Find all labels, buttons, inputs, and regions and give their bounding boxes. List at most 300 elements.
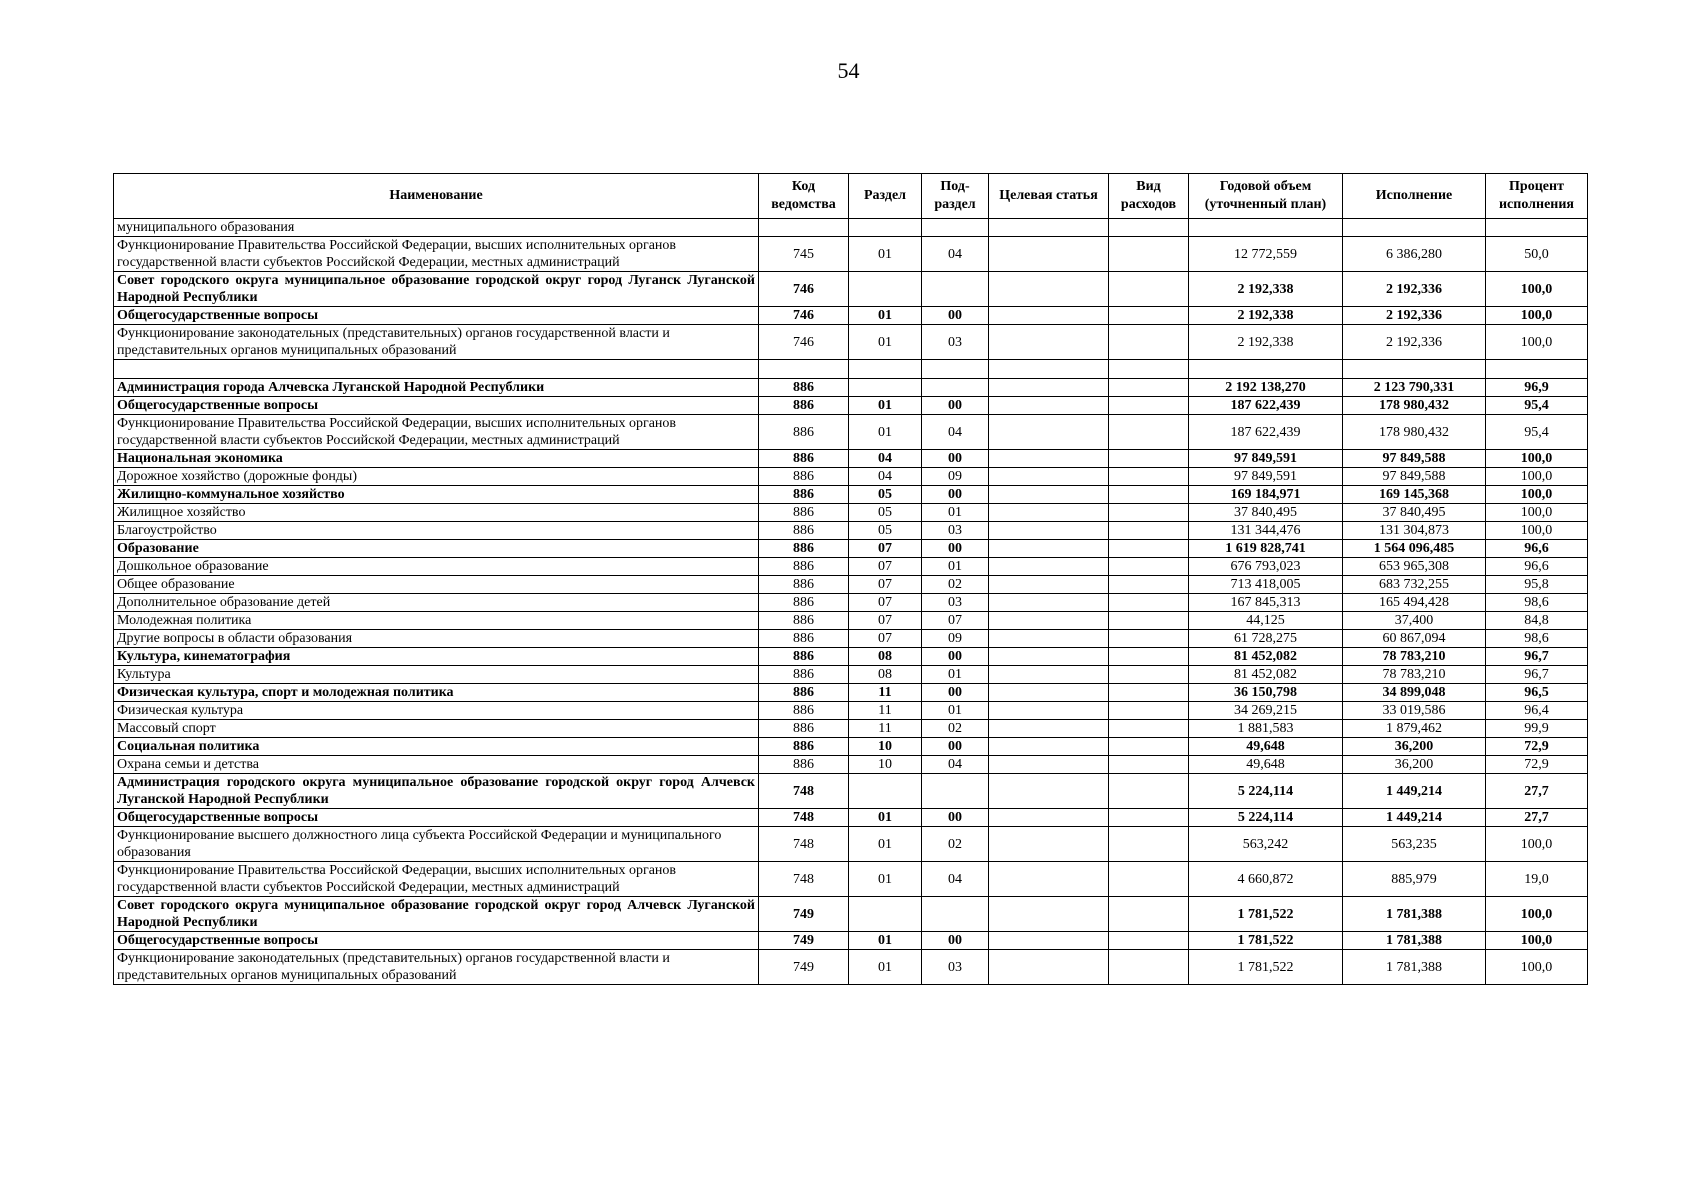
cell-ispolnenie: 78 783,210 <box>1343 648 1486 666</box>
table-row <box>114 237 1588 272</box>
cell-percent: 19,0 <box>1486 862 1588 897</box>
table-body <box>114 219 1588 985</box>
cell-statya <box>989 237 1109 272</box>
cell-name: Функционирование законодательных (представительных) органов государственной власти и представительных органов муниципальных образований <box>114 950 759 985</box>
table-row <box>114 756 1588 774</box>
cell-statya <box>989 360 1109 379</box>
table-row <box>114 272 1588 307</box>
cell-statya <box>989 468 1109 486</box>
cell-razdel: 01 <box>849 397 922 415</box>
table-row <box>114 219 1588 237</box>
cell-statya <box>989 648 1109 666</box>
cell-percent: 98,6 <box>1486 594 1588 612</box>
cell-razdel: 04 <box>849 468 922 486</box>
cell-podrazdel <box>922 379 989 397</box>
cell-plan: 5 224,114 <box>1189 809 1343 827</box>
cell-podrazdel: 01 <box>922 702 989 720</box>
cell-name: Общегосударственные вопросы <box>114 397 759 415</box>
cell-razdel <box>849 774 922 809</box>
cell-razdel: 05 <box>849 486 922 504</box>
cell-code: 748 <box>759 809 849 827</box>
cell-code: 886 <box>759 576 849 594</box>
cell-vid <box>1109 540 1189 558</box>
cell-plan: 5 224,114 <box>1189 774 1343 809</box>
table-row <box>114 897 1588 932</box>
cell-plan: 97 849,591 <box>1189 450 1343 468</box>
cell-vid <box>1109 720 1189 738</box>
cell-percent: 95,8 <box>1486 576 1588 594</box>
cell-plan: 49,648 <box>1189 738 1343 756</box>
table-row <box>114 504 1588 522</box>
cell-razdel: 11 <box>849 720 922 738</box>
cell-ispolnenie: 178 980,432 <box>1343 397 1486 415</box>
cell-razdel: 07 <box>849 576 922 594</box>
cell-plan: 1 781,522 <box>1189 932 1343 950</box>
cell-ispolnenie: 60 867,094 <box>1343 630 1486 648</box>
cell-code: 886 <box>759 738 849 756</box>
cell-plan: 187 622,439 <box>1189 415 1343 450</box>
cell-ispolnenie: 1 879,462 <box>1343 720 1486 738</box>
cell-plan: 1 781,522 <box>1189 950 1343 985</box>
cell-name: Национальная экономика <box>114 450 759 468</box>
cell-statya <box>989 450 1109 468</box>
cell-ispolnenie: 1 449,214 <box>1343 809 1486 827</box>
cell-vid <box>1109 827 1189 862</box>
cell-ispolnenie: 563,235 <box>1343 827 1486 862</box>
cell-name: Социальная политика <box>114 738 759 756</box>
cell-podrazdel: 00 <box>922 809 989 827</box>
cell-podrazdel: 02 <box>922 576 989 594</box>
cell-podrazdel: 00 <box>922 684 989 702</box>
cell-podrazdel: 03 <box>922 594 989 612</box>
cell-name <box>114 360 759 379</box>
cell-plan <box>1189 360 1343 379</box>
cell-podrazdel: 09 <box>922 468 989 486</box>
cell-plan: 2 192,338 <box>1189 325 1343 360</box>
cell-code <box>759 219 849 237</box>
cell-statya <box>989 932 1109 950</box>
cell-percent: 100,0 <box>1486 307 1588 325</box>
cell-vid <box>1109 219 1189 237</box>
table-row <box>114 738 1588 756</box>
cell-code <box>759 360 849 379</box>
cell-razdel: 01 <box>849 307 922 325</box>
cell-vid <box>1109 468 1189 486</box>
cell-vid <box>1109 594 1189 612</box>
cell-podrazdel: 00 <box>922 738 989 756</box>
cell-ispolnenie: 34 899,048 <box>1343 684 1486 702</box>
cell-razdel: 01 <box>849 932 922 950</box>
cell-code: 886 <box>759 594 849 612</box>
table-header-row <box>114 174 1588 219</box>
cell-podrazdel: 00 <box>922 540 989 558</box>
cell-plan: 563,242 <box>1189 827 1343 862</box>
cell-vid <box>1109 809 1189 827</box>
header-code: Код ведомства <box>759 174 849 219</box>
cell-percent: 100,0 <box>1486 827 1588 862</box>
cell-percent: 96,4 <box>1486 702 1588 720</box>
cell-statya <box>989 558 1109 576</box>
cell-razdel: 07 <box>849 540 922 558</box>
cell-statya <box>989 379 1109 397</box>
cell-ispolnenie: 165 494,428 <box>1343 594 1486 612</box>
cell-vid <box>1109 415 1189 450</box>
cell-podrazdel: 02 <box>922 720 989 738</box>
table-row <box>114 397 1588 415</box>
cell-razdel: 01 <box>849 237 922 272</box>
cell-podrazdel: 03 <box>922 325 989 360</box>
cell-ispolnenie <box>1343 219 1486 237</box>
table-row <box>114 360 1588 379</box>
cell-plan: 81 452,082 <box>1189 666 1343 684</box>
cell-plan: 169 184,971 <box>1189 486 1343 504</box>
table-row <box>114 307 1588 325</box>
cell-razdel <box>849 219 922 237</box>
cell-vid <box>1109 630 1189 648</box>
cell-razdel: 01 <box>849 827 922 862</box>
cell-razdel: 07 <box>849 612 922 630</box>
cell-plan: 12 772,559 <box>1189 237 1343 272</box>
cell-statya <box>989 504 1109 522</box>
cell-statya <box>989 486 1109 504</box>
cell-vid <box>1109 450 1189 468</box>
cell-podrazdel: 02 <box>922 827 989 862</box>
cell-statya <box>989 809 1109 827</box>
cell-vid <box>1109 756 1189 774</box>
table-row <box>114 379 1588 397</box>
cell-plan: 4 660,872 <box>1189 862 1343 897</box>
cell-percent: 100,0 <box>1486 522 1588 540</box>
cell-vid <box>1109 379 1189 397</box>
cell-vid <box>1109 702 1189 720</box>
cell-razdel: 04 <box>849 450 922 468</box>
cell-code: 745 <box>759 237 849 272</box>
cell-name: Жилищное хозяйство <box>114 504 759 522</box>
cell-code: 886 <box>759 702 849 720</box>
cell-percent: 96,6 <box>1486 540 1588 558</box>
cell-podrazdel <box>922 774 989 809</box>
cell-percent <box>1486 219 1588 237</box>
table-row <box>114 450 1588 468</box>
header-name: Наименование <box>114 174 759 219</box>
cell-ispolnenie: 78 783,210 <box>1343 666 1486 684</box>
cell-code: 886 <box>759 540 849 558</box>
header-vid: Вид расходов <box>1109 174 1189 219</box>
cell-ispolnenie: 683 732,255 <box>1343 576 1486 594</box>
cell-ispolnenie: 653 965,308 <box>1343 558 1486 576</box>
cell-ispolnenie: 1 781,388 <box>1343 897 1486 932</box>
cell-podrazdel <box>922 360 989 379</box>
cell-razdel: 07 <box>849 558 922 576</box>
cell-name: Функционирование Правительства Российской Федерации, высших исполнительных органов государственной власти субъектов Российской Федерации, местных администраций <box>114 237 759 272</box>
cell-ispolnenie: 2 192,336 <box>1343 272 1486 307</box>
cell-ispolnenie: 169 145,368 <box>1343 486 1486 504</box>
cell-ispolnenie: 131 304,873 <box>1343 522 1486 540</box>
cell-statya <box>989 540 1109 558</box>
cell-code: 746 <box>759 272 849 307</box>
cell-razdel: 11 <box>849 684 922 702</box>
cell-razdel: 10 <box>849 738 922 756</box>
cell-vid <box>1109 237 1189 272</box>
cell-name: Администрация городского округа муниципальное образование городской округ город Алчевск Луганской Народной Республики <box>114 774 759 809</box>
cell-name: Функционирование высшего должностного лица субъекта Российской Федерации и муниципального образования <box>114 827 759 862</box>
cell-ispolnenie <box>1343 360 1486 379</box>
cell-statya <box>989 774 1109 809</box>
table-row <box>114 932 1588 950</box>
cell-percent: 84,8 <box>1486 612 1588 630</box>
cell-vid <box>1109 360 1189 379</box>
cell-podrazdel: 04 <box>922 237 989 272</box>
cell-code: 746 <box>759 307 849 325</box>
cell-vid <box>1109 504 1189 522</box>
cell-ispolnenie: 885,979 <box>1343 862 1486 897</box>
cell-percent: 100,0 <box>1486 325 1588 360</box>
cell-percent <box>1486 360 1588 379</box>
cell-percent: 27,7 <box>1486 774 1588 809</box>
table-row <box>114 540 1588 558</box>
table-row <box>114 809 1588 827</box>
cell-code: 886 <box>759 522 849 540</box>
cell-statya <box>989 950 1109 985</box>
cell-code: 886 <box>759 486 849 504</box>
cell-razdel: 10 <box>849 756 922 774</box>
cell-name: Дошкольное образование <box>114 558 759 576</box>
cell-name: Общее образование <box>114 576 759 594</box>
cell-podrazdel: 09 <box>922 630 989 648</box>
cell-name: муниципального образования <box>114 219 759 237</box>
cell-statya <box>989 576 1109 594</box>
cell-percent: 96,9 <box>1486 379 1588 397</box>
cell-ispolnenie: 97 849,588 <box>1343 468 1486 486</box>
cell-statya <box>989 827 1109 862</box>
cell-vid <box>1109 397 1189 415</box>
table-row <box>114 666 1588 684</box>
cell-code: 886 <box>759 468 849 486</box>
cell-statya <box>989 415 1109 450</box>
cell-name: Общегосударственные вопросы <box>114 307 759 325</box>
cell-podrazdel: 07 <box>922 612 989 630</box>
cell-ispolnenie: 37,400 <box>1343 612 1486 630</box>
cell-plan: 61 728,275 <box>1189 630 1343 648</box>
table-row <box>114 468 1588 486</box>
cell-name: Функционирование Правительства Российской Федерации, высших исполнительных органов государственной власти субъектов Российской Федерации, местных администраций <box>114 862 759 897</box>
cell-statya <box>989 219 1109 237</box>
header-podrazdel: Под-раздел <box>922 174 989 219</box>
cell-plan: 187 622,439 <box>1189 397 1343 415</box>
cell-ispolnenie: 2 192,336 <box>1343 325 1486 360</box>
cell-name: Образование <box>114 540 759 558</box>
cell-razdel: 01 <box>849 325 922 360</box>
cell-podrazdel: 03 <box>922 950 989 985</box>
cell-vid <box>1109 558 1189 576</box>
cell-podrazdel: 00 <box>922 397 989 415</box>
cell-statya <box>989 862 1109 897</box>
page-number: 54 <box>837 58 860 83</box>
cell-percent: 100,0 <box>1486 504 1588 522</box>
cell-vid <box>1109 897 1189 932</box>
cell-razdel: 08 <box>849 666 922 684</box>
cell-podrazdel: 04 <box>922 415 989 450</box>
cell-code: 748 <box>759 827 849 862</box>
cell-ispolnenie: 36,200 <box>1343 738 1486 756</box>
cell-statya <box>989 756 1109 774</box>
cell-code: 886 <box>759 379 849 397</box>
cell-statya <box>989 272 1109 307</box>
cell-ispolnenie: 1 781,388 <box>1343 932 1486 950</box>
cell-podrazdel: 00 <box>922 648 989 666</box>
cell-name: Физическая культура <box>114 702 759 720</box>
cell-statya <box>989 897 1109 932</box>
cell-podrazdel <box>922 897 989 932</box>
cell-percent: 100,0 <box>1486 486 1588 504</box>
cell-vid <box>1109 486 1189 504</box>
cell-podrazdel: 03 <box>922 522 989 540</box>
cell-vid <box>1109 666 1189 684</box>
cell-razdel: 07 <box>849 630 922 648</box>
cell-statya <box>989 397 1109 415</box>
cell-ispolnenie: 2 192,336 <box>1343 307 1486 325</box>
cell-percent: 98,6 <box>1486 630 1588 648</box>
cell-name: Жилищно-коммунальное хозяйство <box>114 486 759 504</box>
cell-podrazdel: 01 <box>922 558 989 576</box>
cell-plan: 36 150,798 <box>1189 684 1343 702</box>
cell-ispolnenie: 36,200 <box>1343 756 1486 774</box>
table-row <box>114 486 1588 504</box>
cell-razdel <box>849 272 922 307</box>
cell-name: Охрана семьи и детства <box>114 756 759 774</box>
cell-statya <box>989 522 1109 540</box>
cell-statya <box>989 594 1109 612</box>
cell-name: Функционирование законодательных (представительных) органов государственной власти и представительных органов муниципальных образований <box>114 325 759 360</box>
cell-name: Общегосударственные вопросы <box>114 932 759 950</box>
cell-statya <box>989 307 1109 325</box>
cell-razdel <box>849 360 922 379</box>
cell-statya <box>989 684 1109 702</box>
cell-name: Благоустройство <box>114 522 759 540</box>
cell-percent: 100,0 <box>1486 468 1588 486</box>
header-ispolnenie: Исполнение <box>1343 174 1486 219</box>
header-percent: Процент исполнения <box>1486 174 1588 219</box>
cell-vid <box>1109 325 1189 360</box>
cell-plan: 97 849,591 <box>1189 468 1343 486</box>
cell-name: Дорожное хозяйство (дорожные фонды) <box>114 468 759 486</box>
cell-plan <box>1189 219 1343 237</box>
cell-plan: 1 881,583 <box>1189 720 1343 738</box>
cell-code: 886 <box>759 504 849 522</box>
cell-plan: 37 840,495 <box>1189 504 1343 522</box>
cell-razdel <box>849 379 922 397</box>
cell-plan: 44,125 <box>1189 612 1343 630</box>
cell-name: Общегосударственные вопросы <box>114 809 759 827</box>
table-row <box>114 522 1588 540</box>
cell-razdel: 07 <box>849 594 922 612</box>
cell-name: Массовый спорт <box>114 720 759 738</box>
cell-vid <box>1109 576 1189 594</box>
cell-name: Совет городского округа муниципальное образование городской округ город Алчевск Луганской Народной Республики <box>114 897 759 932</box>
cell-percent: 100,0 <box>1486 932 1588 950</box>
cell-ispolnenie: 37 840,495 <box>1343 504 1486 522</box>
table-row <box>114 576 1588 594</box>
cell-name: Другие вопросы в области образования <box>114 630 759 648</box>
cell-code: 886 <box>759 612 849 630</box>
cell-statya <box>989 666 1109 684</box>
cell-plan: 131 344,476 <box>1189 522 1343 540</box>
cell-podrazdel: 00 <box>922 486 989 504</box>
cell-percent: 50,0 <box>1486 237 1588 272</box>
cell-code: 886 <box>759 684 849 702</box>
cell-podrazdel: 04 <box>922 862 989 897</box>
cell-ispolnenie: 1 781,388 <box>1343 950 1486 985</box>
cell-razdel: 11 <box>849 702 922 720</box>
table-row <box>114 684 1588 702</box>
cell-percent: 99,9 <box>1486 720 1588 738</box>
cell-plan: 167 845,313 <box>1189 594 1343 612</box>
cell-podrazdel: 01 <box>922 666 989 684</box>
cell-razdel: 01 <box>849 950 922 985</box>
cell-code: 886 <box>759 450 849 468</box>
cell-code: 749 <box>759 932 849 950</box>
cell-percent: 96,7 <box>1486 648 1588 666</box>
cell-ispolnenie: 33 019,586 <box>1343 702 1486 720</box>
cell-plan: 49,648 <box>1189 756 1343 774</box>
cell-name: Физическая культура, спорт и молодежная политика <box>114 684 759 702</box>
cell-percent: 27,7 <box>1486 809 1588 827</box>
cell-code: 886 <box>759 558 849 576</box>
table-row <box>114 862 1588 897</box>
budget-table <box>113 173 1588 985</box>
cell-percent: 96,6 <box>1486 558 1588 576</box>
cell-statya <box>989 630 1109 648</box>
cell-plan: 676 793,023 <box>1189 558 1343 576</box>
cell-ispolnenie: 97 849,588 <box>1343 450 1486 468</box>
cell-podrazdel: 01 <box>922 504 989 522</box>
cell-plan: 2 192,338 <box>1189 307 1343 325</box>
table-row <box>114 950 1588 985</box>
cell-podrazdel: 00 <box>922 932 989 950</box>
cell-code: 886 <box>759 415 849 450</box>
cell-razdel: 08 <box>849 648 922 666</box>
cell-ispolnenie: 1 564 096,485 <box>1343 540 1486 558</box>
table-row <box>114 648 1588 666</box>
cell-percent: 100,0 <box>1486 950 1588 985</box>
cell-razdel: 01 <box>849 862 922 897</box>
cell-vid <box>1109 272 1189 307</box>
table-row <box>114 774 1588 809</box>
cell-razdel: 05 <box>849 522 922 540</box>
cell-plan: 2 192,338 <box>1189 272 1343 307</box>
cell-ispolnenie: 178 980,432 <box>1343 415 1486 450</box>
cell-statya <box>989 720 1109 738</box>
cell-code: 886 <box>759 397 849 415</box>
cell-ispolnenie: 1 449,214 <box>1343 774 1486 809</box>
cell-vid <box>1109 950 1189 985</box>
cell-code: 886 <box>759 720 849 738</box>
cell-vid <box>1109 862 1189 897</box>
cell-name: Культура <box>114 666 759 684</box>
cell-name: Функционирование Правительства Российской Федерации, высших исполнительных органов государственной власти субъектов Российской Федерации, местных администраций <box>114 415 759 450</box>
cell-percent: 95,4 <box>1486 415 1588 450</box>
cell-plan: 713 418,005 <box>1189 576 1343 594</box>
cell-code: 749 <box>759 897 849 932</box>
cell-percent: 100,0 <box>1486 450 1588 468</box>
cell-code: 886 <box>759 756 849 774</box>
cell-code: 748 <box>759 862 849 897</box>
cell-plan: 1 619 828,741 <box>1189 540 1343 558</box>
cell-razdel: 01 <box>849 809 922 827</box>
table-row <box>114 702 1588 720</box>
table-row <box>114 630 1588 648</box>
cell-percent: 72,9 <box>1486 756 1588 774</box>
